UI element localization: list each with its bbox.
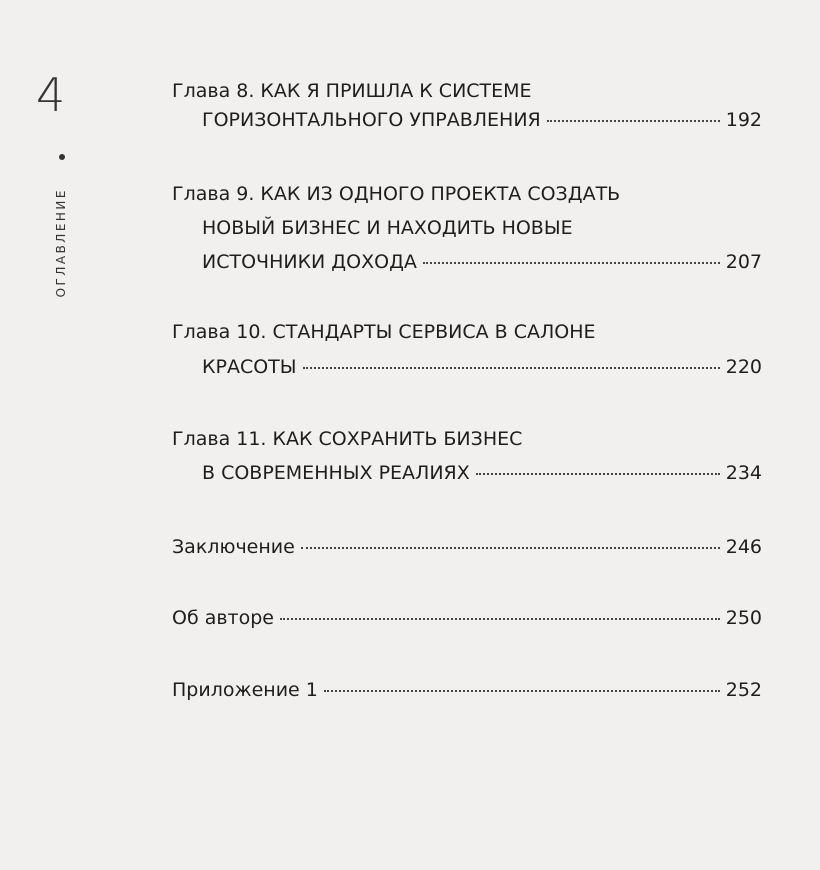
toc-page-number: 192	[725, 109, 762, 131]
toc-entry-title-line: НОВЫЙ БИЗНЕС И НАХОДИТЬ НОВЫЕ	[202, 217, 573, 239]
toc-page-number: 220	[725, 356, 762, 378]
toc-page-number: 250	[725, 607, 762, 629]
toc-entry-title-line: Заключение	[172, 536, 295, 558]
toc-entry-title-line: Глава 8. КАК Я ПРИШЛА К СИСТЕМЕ	[172, 80, 532, 102]
toc-page-number: 234	[725, 462, 762, 484]
toc-page-number: 207	[725, 251, 762, 273]
dot-leader	[280, 618, 720, 620]
toc-entry-title-line: Глава 11. КАК СОХРАНИТЬ БИЗНЕС	[172, 428, 523, 450]
dot-leader	[423, 262, 720, 264]
dot-leader	[301, 547, 720, 549]
section-label: ОГЛАВЛЕНИЕ	[54, 188, 68, 298]
dot-leader	[324, 690, 720, 692]
dot-leader	[303, 367, 720, 369]
toc-entry-title-line: КРАСОТЫ	[202, 356, 297, 378]
toc-entry-title-line: Приложение 1	[172, 679, 318, 701]
dot-leader	[476, 473, 720, 475]
toc-entry-title-line: В СОВРЕМЕННЫХ РЕАЛИЯХ	[202, 462, 470, 484]
toc-entry-title-line: Глава 10. СТАНДАРТЫ СЕРВИСА В САЛОНЕ	[172, 321, 596, 343]
toc-page-number: 246	[725, 536, 762, 558]
dot-leader	[547, 120, 720, 122]
toc-entry-title-line: Об авторе	[172, 607, 274, 629]
toc-entry-title-line: ГОРИЗОНТАЛЬНОГО УПРАВЛЕНИЯ	[202, 109, 541, 131]
page-number: 4	[36, 68, 66, 122]
toc-page-number: 252	[725, 679, 762, 701]
toc-entry-title-line: ИСТОЧНИКИ ДОХОДА	[202, 251, 417, 273]
toc-entry-title-line: Глава 9. КАК ИЗ ОДНОГО ПРОЕКТА СОЗДАТЬ	[172, 183, 621, 205]
